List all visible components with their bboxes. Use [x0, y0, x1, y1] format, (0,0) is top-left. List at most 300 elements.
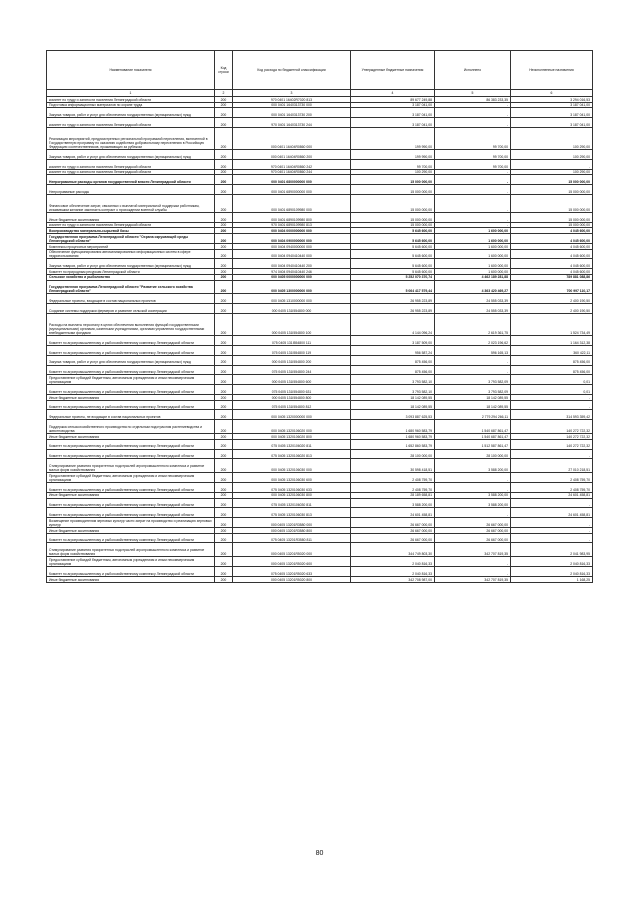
executed-amount-cell: - — [435, 557, 511, 567]
unexecuted-amount-cell: 1 524 734,49 — [511, 314, 593, 336]
budget-code-cell: 075 0405 1320106030 813 — [233, 508, 351, 518]
unexecuted-amount-cell: - — [511, 527, 593, 533]
table-row — [47, 212, 593, 222]
indicator-name-cell: Финансовое обеспечение затрат, связанных с выплатой материальной поддержки работникам, изъявившим желание заключить контракт о прохождении военной службы — [47, 194, 215, 212]
budget-code-cell: 970 0401 16404R0860 242 — [233, 159, 351, 169]
page-number: 80 — [315, 850, 324, 857]
indicator-name-cell: Комитет по агропромышленному и рыбохозяйственному комплексу Ленинградской области — [47, 498, 215, 508]
table-body — [47, 97, 593, 583]
indicator-name-cell: Иные бюджетные ассигнования — [47, 212, 215, 222]
indicator-name-cell: Федеральные проекты, не входящие в состав национальных проектов — [47, 410, 215, 420]
approved-amount-cell: 3 187 041,00 — [351, 108, 435, 118]
executed-amount-cell: 342 707 819,35 — [435, 576, 511, 582]
indicator-name-cell: Воспроизводство минерально-сырьевой базы — [47, 228, 215, 234]
executed-amount-cell: - — [435, 102, 511, 108]
unexecuted-amount-cell: 15 000 000,00 — [511, 194, 593, 212]
approved-amount-cell: 1 680 960 583,79 — [351, 420, 435, 434]
executed-amount-cell: 4 462 189 281,88 — [435, 274, 511, 280]
table-row — [47, 498, 593, 508]
budget-code-cell: 000 0405 131I554800 800 — [233, 394, 351, 400]
indicator-name-cell: Государственная программа Ленинградской области "Охрана окружающей среды Ленинградской области" — [47, 234, 215, 244]
budget-code-cell: 075 0405 131I554800 119 — [233, 345, 351, 355]
approved-amount-cell: 1 652 860 583,79 — [351, 439, 435, 449]
table-row — [47, 355, 593, 365]
executed-amount-cell: 1 540 687 861,47 — [435, 420, 511, 434]
approved-amount-cell: 100 290,00 — [351, 169, 435, 175]
approved-amount-cell: 3 187 509,00 — [351, 336, 435, 346]
column-number-row — [47, 90, 593, 97]
budget-code-cell: 075 0405 1320106020 811 — [233, 439, 351, 449]
table-row — [47, 127, 593, 149]
line-code-cell: 200 — [215, 473, 233, 483]
table-row — [47, 336, 593, 346]
table-row — [47, 345, 593, 355]
budget-code-cell: 000 0401 1640313730 200 — [233, 108, 351, 118]
approved-amount-cell: 5 645 600,00 — [351, 228, 435, 234]
line-code-cell: 200 — [215, 434, 233, 440]
unexecuted-amount-cell: 15 000 000,00 — [511, 212, 593, 222]
unexecuted-amount-cell: 15 000 000,00 — [511, 185, 593, 195]
approved-amount-cell: 2 408 759,70 — [351, 483, 435, 493]
line-code-cell: 200 — [215, 304, 233, 314]
unexecuted-amount-cell: 15 000 000,00 — [511, 222, 593, 228]
unexecuted-amount-cell: - — [511, 533, 593, 543]
executed-amount-cell: 3 588 200,00 — [435, 459, 511, 473]
executed-amount-cell: 342 707 819,35 — [435, 543, 511, 557]
unexecuted-amount-cell: - — [511, 518, 593, 528]
budget-code-cell: 000 0401 6890000000 000 — [233, 185, 351, 195]
table-row — [47, 365, 593, 375]
line-code-cell: 200 — [215, 280, 233, 294]
budget-code-cell: 970 0401 1640313730 244 — [233, 118, 351, 128]
approved-amount-cell: 5 645 600,00 — [351, 269, 435, 275]
indicator-name-cell: Расходы на выплаты персоналу в целях обеспечения выполнения функций государственными (муниципальными) органами, казенными учреждениями, органами управления государственными внебюджетными фондами — [47, 314, 215, 336]
budget-code-cell: 075 0405 131I554800 111 — [233, 336, 351, 346]
budget-code-cell: 000 0405 1320106030 000 — [233, 459, 351, 473]
unexecuted-amount-cell: 2 400 190,50 — [511, 304, 593, 314]
executed-amount-cell: 99 700,00 — [435, 159, 511, 169]
executed-amount-cell: - — [435, 473, 511, 483]
executed-amount-cell: - — [435, 169, 511, 175]
executed-amount-cell: 1 600 000,00 — [435, 259, 511, 269]
executed-amount-cell: 4 363 420 469,27 — [435, 280, 511, 294]
budget-code-cell: 000 0404 0000000000 000 — [233, 228, 351, 234]
header-line-code: Код строки — [215, 51, 233, 90]
table-row — [47, 150, 593, 160]
table-row — [47, 439, 593, 449]
unexecuted-amount-cell: 140 272 722,32 — [511, 434, 593, 440]
indicator-name-cell: Комитет по агропромышленному и рыбохозяйственному комплексу Ленинградской области — [47, 533, 215, 543]
table-row — [47, 400, 593, 410]
line-code-cell: 200 — [215, 118, 233, 128]
indicator-name-cell: Комплексы процессных мероприятий — [47, 243, 215, 249]
approved-amount-cell: 18 142 089,55 — [351, 394, 435, 400]
unexecuted-amount-cell: 2 040 816,33 — [511, 567, 593, 577]
budget-code-cell: 000 0405 13201R5020 000 — [233, 543, 351, 557]
approved-amount-cell: 4 144 096,24 — [351, 314, 435, 336]
table-row — [47, 473, 593, 483]
unexecuted-amount-cell: 24 601 458,81 — [511, 492, 593, 498]
approved-amount-cell: 26 667 000,00 — [351, 533, 435, 543]
line-code-cell: 200 — [215, 410, 233, 420]
table-row — [47, 410, 593, 420]
approved-amount-cell: 3 187 041,00 — [351, 102, 435, 108]
executed-amount-cell: 28 100 000,00 — [435, 449, 511, 459]
unexecuted-amount-cell: 4 045 600,00 — [511, 249, 593, 259]
table-row — [47, 259, 593, 269]
table-header-row — [47, 51, 593, 90]
executed-amount-cell: 1 600 000,00 — [435, 243, 511, 249]
executed-amount-cell: 596 165,13 — [435, 345, 511, 355]
table-row — [47, 420, 593, 434]
approved-amount-cell: 26 667 000,00 — [351, 527, 435, 533]
line-code-cell: 200 — [215, 228, 233, 234]
unexecuted-amount-cell: - — [511, 159, 593, 169]
line-code-cell: 200 — [215, 127, 233, 149]
budget-code-cell: 000 0405 13201R3580 800 — [233, 527, 351, 533]
executed-amount-cell: 99 700,00 — [435, 127, 511, 149]
unexecuted-amount-cell: 875 456,00 — [511, 355, 593, 365]
unexecuted-amount-cell: 2 408 759,70 — [511, 483, 593, 493]
indicator-name-cell: Комитет по агропромышленному и рыбохозяйственному комплексу Ленинградской области — [47, 336, 215, 346]
line-code-cell: 200 — [215, 449, 233, 459]
table-row — [47, 543, 593, 557]
unexecuted-amount-cell: - — [511, 400, 593, 410]
approved-amount-cell: 18 142 089,55 — [351, 400, 435, 410]
budget-code-cell: 000 0405 1310000000 000 — [233, 294, 351, 304]
indicator-name-cell: комитет по труду и занятости населения Ленинградской области — [47, 222, 215, 228]
column-number: 6 — [511, 90, 593, 97]
unexecuted-amount-cell: 700 997 110,17 — [511, 280, 593, 294]
executed-amount-cell: 99 700,00 — [435, 150, 511, 160]
budget-code-cell: 000 0405 131I554800 100 — [233, 314, 351, 336]
indicator-name-cell: Реализация мероприятий, предусмотренных региональной программой переселения, включенной в Государственную программу по оказанию содействия добровольному переселению в Российскую Федерацию соотечественников, проживающих за рубежом — [47, 127, 215, 149]
column-number: 5 — [435, 90, 511, 97]
approved-amount-cell: 5 645 600,00 — [351, 249, 435, 259]
column-number: 1 — [47, 90, 215, 97]
table-row — [47, 234, 593, 244]
budget-code-cell: 974 0404 0940410440 246 — [233, 269, 351, 275]
line-code-cell: 200 — [215, 439, 233, 449]
line-code-cell: 200 — [215, 355, 233, 365]
table-row — [47, 108, 593, 118]
line-code-cell: 200 — [215, 518, 233, 528]
budget-code-cell: 000 0404 0900000000 000 — [233, 234, 351, 244]
executed-amount-cell: 26 667 000,00 — [435, 518, 511, 528]
unexecuted-amount-cell: 100 290,00 — [511, 169, 593, 175]
budget-code-cell: 075 0405 1320106020 813 — [233, 449, 351, 459]
approved-amount-cell: 5 645 600,00 — [351, 234, 435, 244]
indicator-name-cell: комитет по труду и занятости населения Ленинградской области — [47, 97, 215, 103]
executed-amount-cell: - — [435, 212, 511, 222]
indicator-name-cell: Закупка товаров, работ и услуг для обеспечения государственных (муниципальных) нужд — [47, 150, 215, 160]
approved-amount-cell: 15 000 000,00 — [351, 175, 435, 185]
line-code-cell: 200 — [215, 150, 233, 160]
indicator-name-cell: Комитет по агропромышленному и рыбохозяйственному комплексу Ленинградской области — [47, 508, 215, 518]
line-code-cell: 200 — [215, 543, 233, 557]
executed-amount-cell: 26 667 000,00 — [435, 533, 511, 543]
approved-amount-cell: 5 645 600,00 — [351, 259, 435, 269]
indicator-name-cell: Комитет по агропромышленному и рыбохозяйственному комплексу Ленинградской области — [47, 567, 215, 577]
unexecuted-amount-cell: 360 422,11 — [511, 345, 593, 355]
budget-code-cell: 000 0405 1320106030 800 — [233, 492, 351, 498]
line-code-cell: 200 — [215, 212, 233, 222]
budget-code-cell: 000 0401 6890109980 800 — [233, 212, 351, 222]
header-approved: Утвержденные бюджетные назначения — [351, 51, 435, 90]
executed-amount-cell: 2 779 294 266,11 — [435, 410, 511, 420]
table-row — [47, 576, 593, 582]
budget-code-cell: 000 0405 1320106030 600 — [233, 473, 351, 483]
table-row — [47, 118, 593, 128]
budget-code-cell: 000 0405 131I554800 200 — [233, 355, 351, 365]
unexecuted-amount-cell: - — [511, 498, 593, 508]
column-number: 3 — [233, 90, 351, 97]
line-code-cell: 200 — [215, 336, 233, 346]
budget-code-cell: 970 0401 6890109980 813 — [233, 222, 351, 228]
budget-code-cell: 000 0405 1320106020 800 — [233, 434, 351, 440]
table-row — [47, 294, 593, 304]
approved-amount-cell: 875 456,00 — [351, 355, 435, 365]
indicator-name-cell: Создание системы поддержки фермеров и развитие сельской кооперации — [47, 304, 215, 314]
indicator-name-cell: комитет по труду и занятости населения Ленинградской области — [47, 118, 215, 128]
budget-code-cell: 075 0405 131I554800 631 — [233, 385, 351, 395]
table-row — [47, 508, 593, 518]
indicator-name-cell: Подготовка информационных материалов по охране труда — [47, 102, 215, 108]
indicator-name-cell: комитет по труду и занятости населения Ленинградской области — [47, 169, 215, 175]
line-code-cell: 200 — [215, 234, 233, 244]
indicator-name-cell: Стимулирование развития приоритетных подотраслей агропромышленного комплекса и развитие малых форм хозяйствования — [47, 459, 215, 473]
indicator-name-cell: Иные бюджетные ассигнования — [47, 434, 215, 440]
indicator-name-cell: Иные бюджетные ассигнования — [47, 394, 215, 400]
budget-code-cell: 000 0401 16404R0860 000 — [233, 127, 351, 149]
approved-amount-cell: 26 955 223,89 — [351, 294, 435, 304]
executed-amount-cell: - — [435, 194, 511, 212]
line-code-cell: 200 — [215, 269, 233, 275]
table-row — [47, 459, 593, 473]
line-code-cell: 200 — [215, 97, 233, 103]
approved-amount-cell: 3 187 041,00 — [351, 118, 435, 128]
table-row — [47, 533, 593, 543]
executed-amount-cell: - — [435, 118, 511, 128]
unexecuted-amount-cell: 100 290,00 — [511, 150, 593, 160]
unexecuted-amount-cell: 875 456,00 — [511, 365, 593, 375]
executed-amount-cell: - — [435, 185, 511, 195]
line-code-cell: 200 — [215, 557, 233, 567]
indicator-name-cell: Иные бюджетные ассигнования — [47, 576, 215, 582]
executed-amount-cell: 2 619 361,75 — [435, 314, 511, 336]
approved-amount-cell: 199 990,00 — [351, 150, 435, 160]
indicator-name-cell: Комитет по агропромышленному и рыбохозяйственному комплексу Ленинградской области — [47, 385, 215, 395]
executed-amount-cell: - — [435, 175, 511, 185]
executed-amount-cell: 3 588 200,00 — [435, 498, 511, 508]
approved-amount-cell: 3 793 582,10 — [351, 375, 435, 385]
column-number: 4 — [351, 90, 435, 97]
line-code-cell: 200 — [215, 400, 233, 410]
indicator-name-cell: Иные бюджетные ассигнования — [47, 527, 215, 533]
budget-code-cell: 000 0405 13201R5020 600 — [233, 557, 351, 567]
budget-code-cell: 075 0405 1320106030 633 — [233, 483, 351, 493]
indicator-name-cell: Предоставление субсидий бюджетным, автономным учреждениям и иным некоммерческим организациям — [47, 375, 215, 385]
line-code-cell: 200 — [215, 294, 233, 304]
executed-amount-cell: 3 793 582,09 — [435, 385, 511, 395]
line-code-cell: 200 — [215, 567, 233, 577]
table-row — [47, 194, 593, 212]
approved-amount-cell: 28 189 658,81 — [351, 492, 435, 498]
line-code-cell: 200 — [215, 498, 233, 508]
budget-code-cell: 000 0405 13201R5020 800 — [233, 576, 351, 582]
column-number: 2 — [215, 90, 233, 97]
line-code-cell: 200 — [215, 508, 233, 518]
approved-amount-cell: 99 700,00 — [351, 159, 435, 169]
approved-amount-cell: 5 645 600,00 — [351, 243, 435, 249]
executed-amount-cell: 18 142 089,55 — [435, 400, 511, 410]
executed-amount-cell: - — [435, 483, 511, 493]
unexecuted-amount-cell: 100 290,00 — [511, 127, 593, 149]
line-code-cell: 200 — [215, 249, 233, 259]
approved-amount-cell: 5 064 417 579,44 — [351, 280, 435, 294]
indicator-name-cell: Непрограммные расходы — [47, 185, 215, 195]
executed-amount-cell: 86 383 233,35 — [435, 97, 511, 103]
table-row — [47, 557, 593, 567]
approved-amount-cell: 3 588 200,00 — [351, 498, 435, 508]
table-row — [47, 385, 593, 395]
executed-amount-cell: 18 142 089,55 — [435, 394, 511, 400]
unexecuted-amount-cell: 789 881 088,86 — [511, 274, 593, 280]
line-code-cell: 200 — [215, 385, 233, 395]
approved-amount-cell: 199 990,00 — [351, 127, 435, 149]
approved-amount-cell: 3 093 887 625,53 — [351, 410, 435, 420]
header-indicator-name: Наименование показателя — [47, 51, 215, 90]
approved-amount-cell: 30 598 418,51 — [351, 459, 435, 473]
indicator-name-cell: Иные бюджетные ассигнования — [47, 492, 215, 498]
approved-amount-cell: 3 793 582,10 — [351, 385, 435, 395]
indicator-name-cell: Сельское хозяйство и рыболовство — [47, 274, 215, 280]
budget-execution-table — [46, 50, 593, 583]
line-code-cell: 200 — [215, 274, 233, 280]
line-code-cell: 200 — [215, 492, 233, 498]
indicator-name-cell: комитет по труду и занятости населения Ленинградской области — [47, 159, 215, 169]
budget-code-cell: 970 0401 16402R7020 813 — [233, 97, 351, 103]
line-code-cell: 200 — [215, 185, 233, 195]
approved-amount-cell: 15 000 000,00 — [351, 222, 435, 228]
budget-code-cell: 000 0401 6890109980 000 — [233, 194, 351, 212]
indicator-name-cell: Закупка товаров, работ и услуг для обеспечения государственных (муниципальных) нужд — [47, 259, 215, 269]
budget-code-cell: 000 0401 1640313730 000 — [233, 102, 351, 108]
indicator-name-cell: Комитет по агропромышленному и рыбохозяйственному комплексу Ленинградской области — [47, 483, 215, 493]
executed-amount-cell: 1 600 000,00 — [435, 269, 511, 275]
budget-code-cell: 000 0405 1320000000 000 — [233, 410, 351, 420]
budget-code-cell: 000 0401 6800000000 000 — [233, 175, 351, 185]
line-code-cell: 200 — [215, 102, 233, 108]
approved-amount-cell: 26 955 223,89 — [351, 304, 435, 314]
table-row — [47, 185, 593, 195]
executed-amount-cell: 24 555 033,39 — [435, 304, 511, 314]
approved-amount-cell: 89 677 249,88 — [351, 97, 435, 103]
approved-amount-cell: 2 040 816,33 — [351, 567, 435, 577]
indicator-name-cell: Федеральные проекты, входящие в состав национальных проектов — [47, 294, 215, 304]
unexecuted-amount-cell: 140 272 722,32 — [511, 420, 593, 434]
indicator-name-cell: Закупка товаров, работ и услуг для обеспечения государственных (муниципальных) нужд — [47, 355, 215, 365]
approved-amount-cell: 956 587,24 — [351, 345, 435, 355]
unexecuted-amount-cell: - — [511, 449, 593, 459]
table-row — [47, 159, 593, 169]
indicator-name-cell: Предоставление субсидий бюджетным, автономным учреждениям и иным некоммерческим организациям — [47, 557, 215, 567]
table-row — [47, 375, 593, 385]
approved-amount-cell: 1 680 960 583,79 — [351, 434, 435, 440]
unexecuted-amount-cell: 1 164 312,38 — [511, 336, 593, 346]
unexecuted-amount-cell: 3 187 041,00 — [511, 108, 593, 118]
executed-amount-cell: - — [435, 508, 511, 518]
unexecuted-amount-cell: 2 408 759,70 — [511, 473, 593, 483]
executed-amount-cell: 1 600 000,00 — [435, 249, 511, 259]
approved-amount-cell: 26 667 000,00 — [351, 518, 435, 528]
indicator-name-cell: Комитет по агропромышленному и рыбохозяйственному комплексу Ленинградской области — [47, 400, 215, 410]
approved-amount-cell: 2 040 816,33 — [351, 557, 435, 567]
executed-amount-cell: - — [435, 108, 511, 118]
header-executed: Исполнено — [435, 51, 511, 90]
budget-code-cell: 075 0405 131I554800 244 — [233, 365, 351, 375]
indicator-name-cell: Комитет по агропромышленному и рыбохозяйственному комплексу Ленинградской области — [47, 345, 215, 355]
budget-code-cell: 000 0404 0940410440 000 — [233, 249, 351, 259]
approved-amount-cell: 24 601 458,81 — [351, 508, 435, 518]
budget-code-cell: 000 0404 0940410440 200 — [233, 259, 351, 269]
line-code-cell: 200 — [215, 459, 233, 473]
executed-amount-cell: - — [435, 567, 511, 577]
budget-code-cell: 075 0405 1320106030 811 — [233, 498, 351, 508]
line-code-cell: 200 — [215, 108, 233, 118]
indicator-name-cell: Государственная программа Ленинградской области "Развитие сельского хозяйства Ленинградской области" — [47, 280, 215, 294]
line-code-cell: 200 — [215, 259, 233, 269]
budget-code-cell: 075 0405 13201R5020 633 — [233, 567, 351, 577]
line-code-cell: 200 — [215, 533, 233, 543]
line-code-cell: 200 — [215, 420, 233, 434]
line-code-cell: 200 — [215, 365, 233, 375]
table-row — [47, 483, 593, 493]
indicator-name-cell: Закупка товаров, работ и услуг для обеспечения государственных (муниципальных) нужд — [47, 108, 215, 118]
executed-amount-cell: 3 588 200,00 — [435, 492, 511, 498]
executed-amount-cell: 1 512 587 861,47 — [435, 439, 511, 449]
header-budget-code: Код расхода по бюджетной классификации — [233, 51, 351, 90]
table-row — [47, 449, 593, 459]
indicator-name-cell: Непрограммные расходы органов государственной власти Ленинградской области — [47, 175, 215, 185]
approved-amount-cell: 342 708 987,00 — [351, 576, 435, 582]
unexecuted-amount-cell: 3 187 041,00 — [511, 102, 593, 108]
table-row — [47, 518, 593, 528]
table-row — [47, 249, 593, 259]
indicator-name-cell: Комитет по агропромышленному и рыбохозяйственному комплексу Ленинградской области — [47, 365, 215, 375]
unexecuted-amount-cell: 3 294 016,53 — [511, 97, 593, 103]
executed-amount-cell: 26 667 000,00 — [435, 527, 511, 533]
approved-amount-cell: 344 749 803,30 — [351, 543, 435, 557]
unexecuted-amount-cell: - — [511, 394, 593, 400]
budget-code-cell: 000 0405 0000000000 000 — [233, 274, 351, 280]
approved-amount-cell: 15 000 000,00 — [351, 185, 435, 195]
approved-amount-cell: 2 408 759,70 — [351, 473, 435, 483]
approved-amount-cell: 15 000 000,00 — [351, 194, 435, 212]
unexecuted-amount-cell: 2 040 816,33 — [511, 557, 593, 567]
line-code-cell: 200 — [215, 159, 233, 169]
header-unexecuted: Неисполненные назначения — [511, 51, 593, 90]
unexecuted-amount-cell: 314 593 359,42 — [511, 410, 593, 420]
executed-amount-cell: - — [435, 222, 511, 228]
line-code-cell: 200 — [215, 483, 233, 493]
unexecuted-amount-cell: 15 000 000,00 — [511, 175, 593, 185]
unexecuted-amount-cell: 4 045 600,00 — [511, 269, 593, 275]
indicator-name-cell: Комитет по природным ресурсам Ленинградской области — [47, 269, 215, 275]
line-code-cell: 200 — [215, 169, 233, 175]
approved-amount-cell: 875 456,00 — [351, 365, 435, 375]
approved-amount-cell: 5 252 070 370,74 — [351, 274, 435, 280]
